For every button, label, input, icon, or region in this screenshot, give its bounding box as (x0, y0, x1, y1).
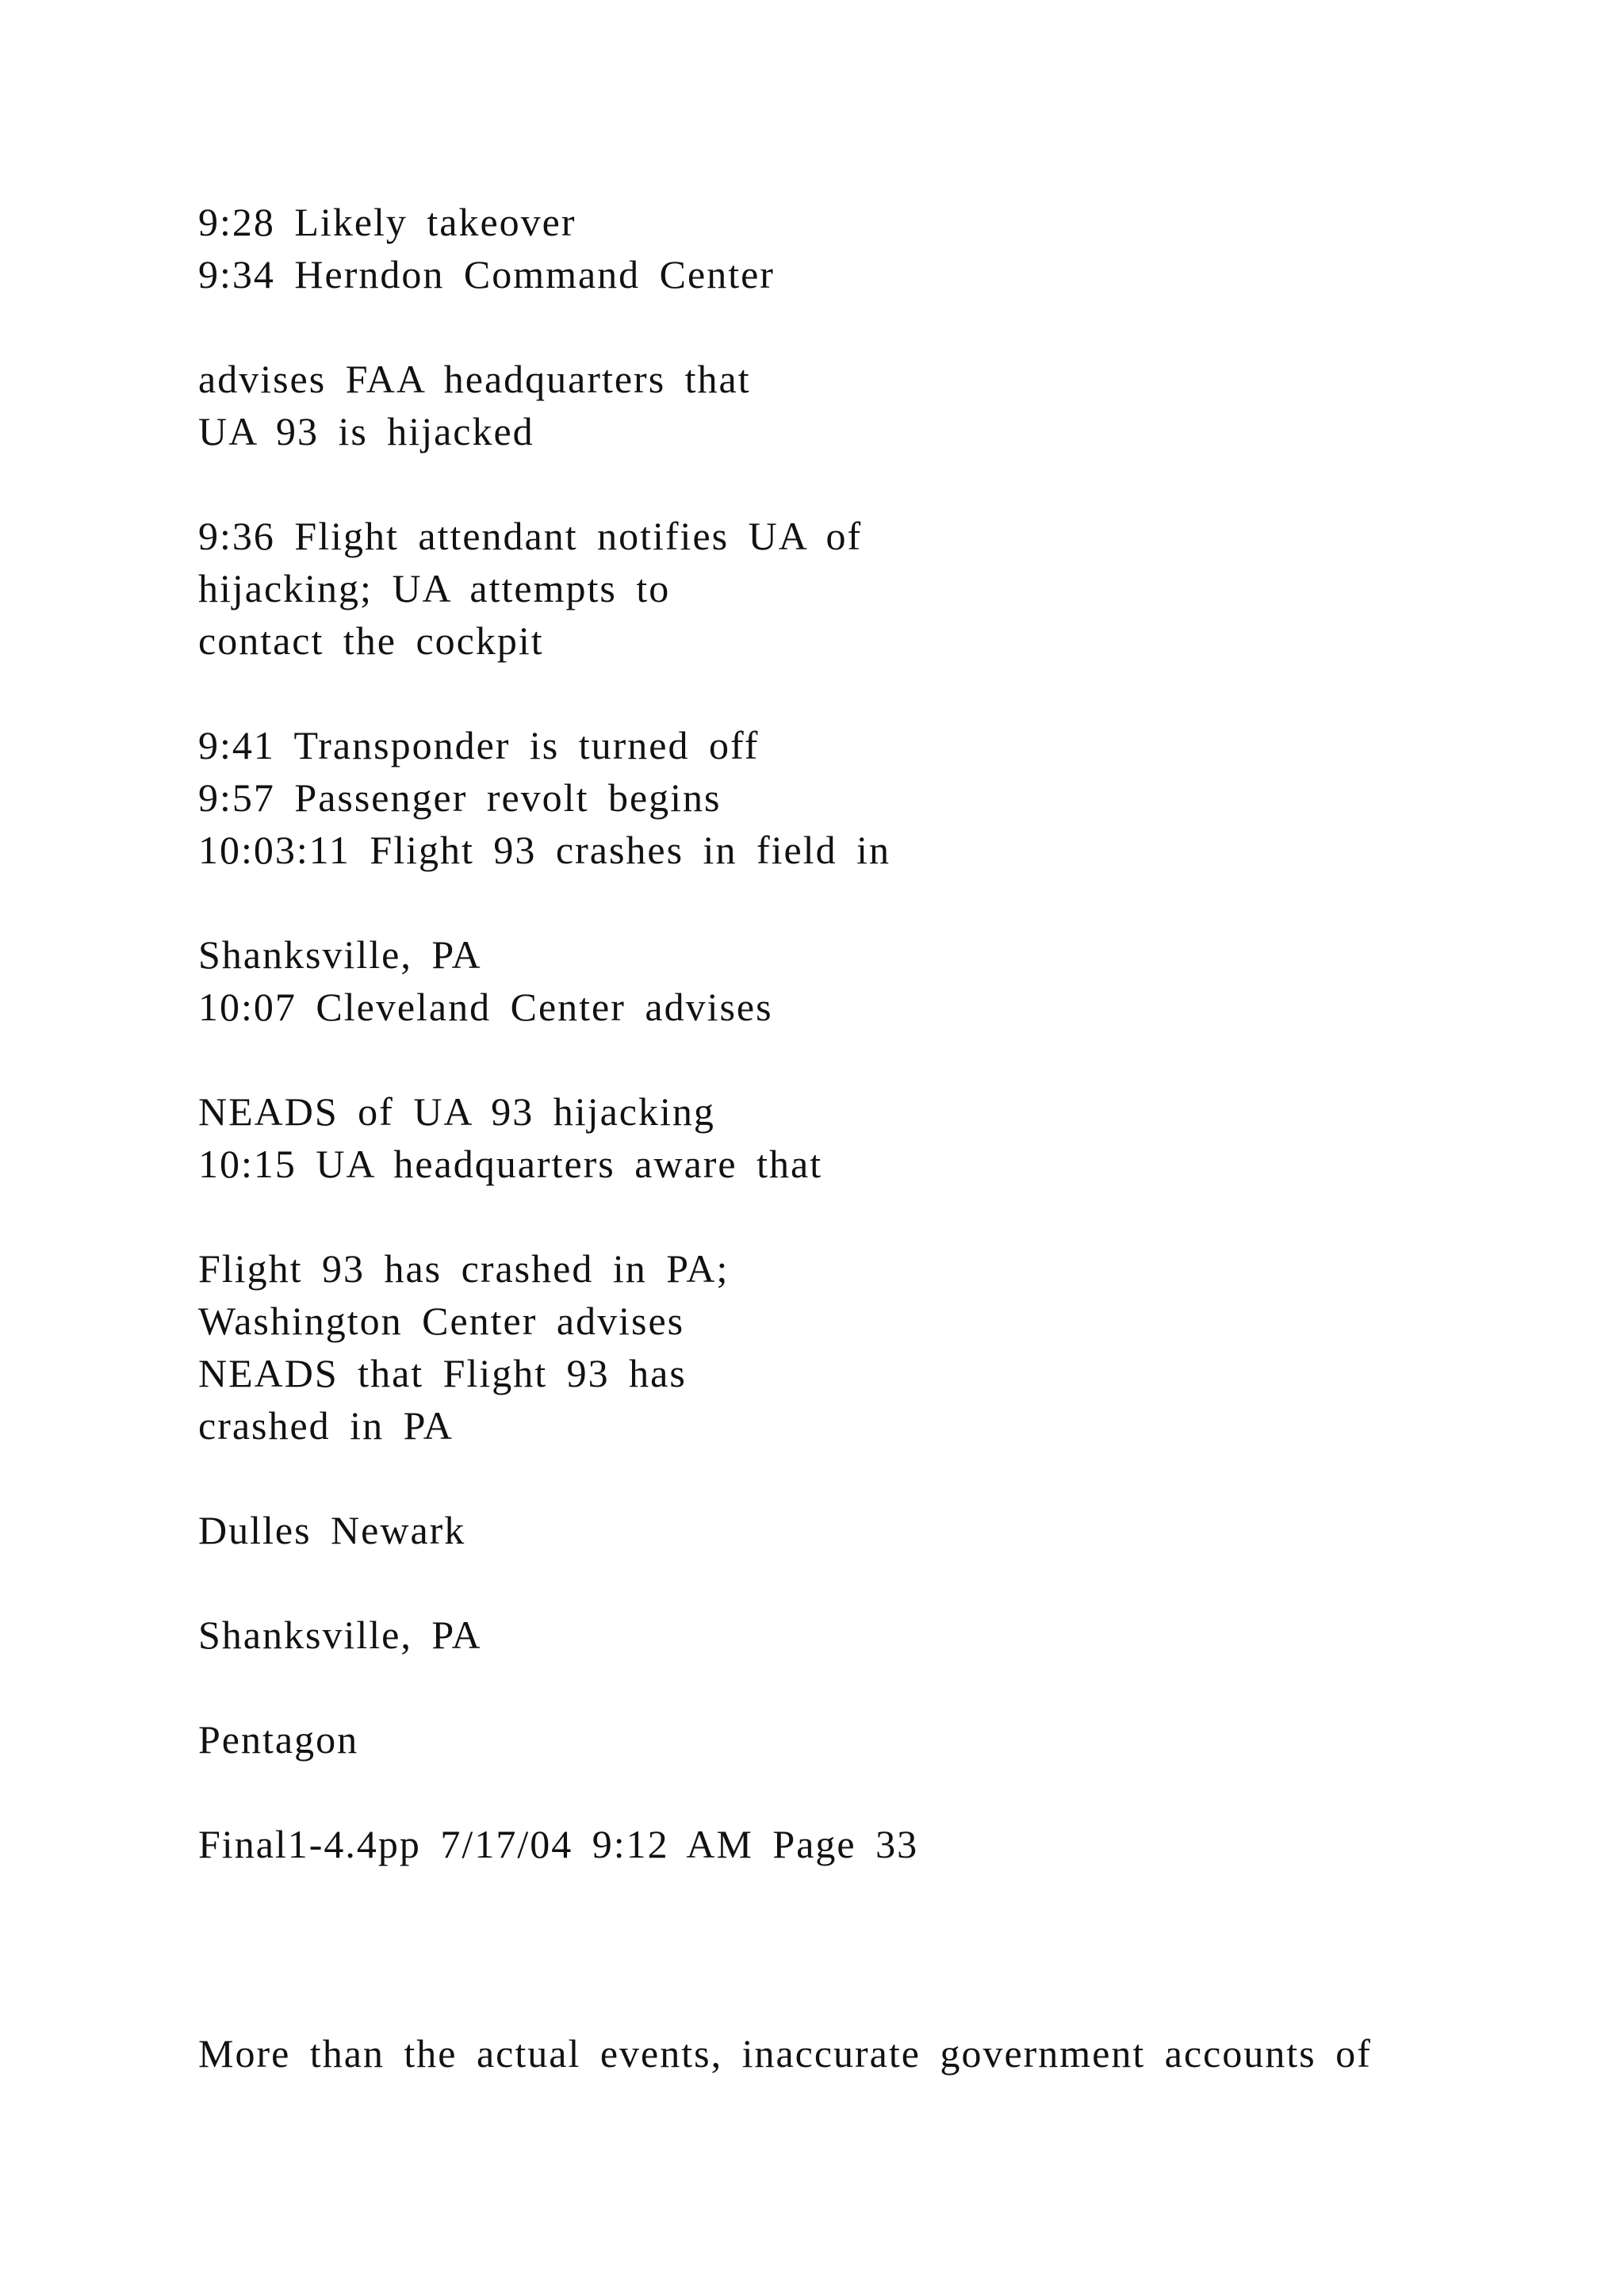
timeline-line: hijacking; UA attempts to (198, 566, 671, 610)
map-label-dulles-newark: Dulles Newark (198, 1508, 466, 1552)
timeline-line: 9:57 Passenger revolt begins (198, 775, 722, 820)
timeline-line: NEADS that Flight 93 has (198, 1351, 687, 1395)
timeline-line: Washington Center advises (198, 1299, 685, 1343)
timeline-line: Flight 93 has crashed in PA; (198, 1246, 730, 1291)
timeline-line: UA 93 is hijacked (198, 409, 534, 453)
map-label-pentagon: Pentagon (198, 1717, 359, 1762)
timeline-line: contact the cockpit (198, 618, 544, 663)
timeline-line: 10:07 Cleveland Center advises (198, 985, 773, 1029)
timeline-line: crashed in PA (198, 1403, 454, 1448)
timeline-line: NEADS of UA 93 hijacking (198, 1089, 715, 1134)
page-slug-footer: Final1-4.4pp 7/17/04 9:12 AM Page 33 (198, 1822, 919, 1866)
timeline-line: Shanksville, PA (198, 932, 482, 977)
timeline-line: 10:15 UA headquarters aware that (198, 1142, 823, 1186)
body-text-line: More than the actual events, inaccurate government accounts of (198, 2031, 1372, 2076)
timeline-line: 9:41 Transponder is turned off (198, 723, 760, 767)
timeline-line: 9:36 Flight attendant notifies UA of (198, 514, 863, 558)
map-label-shanksville: Shanksville, PA (198, 1613, 482, 1657)
timeline-line: 9:28 Likely takeover (198, 200, 576, 244)
timeline-line: 9:34 Herndon Command Center (198, 252, 775, 297)
timeline-line: 10:03:11 Flight 93 crashes in field in (198, 828, 891, 872)
timeline-line: advises FAA headquarters that (198, 357, 751, 401)
